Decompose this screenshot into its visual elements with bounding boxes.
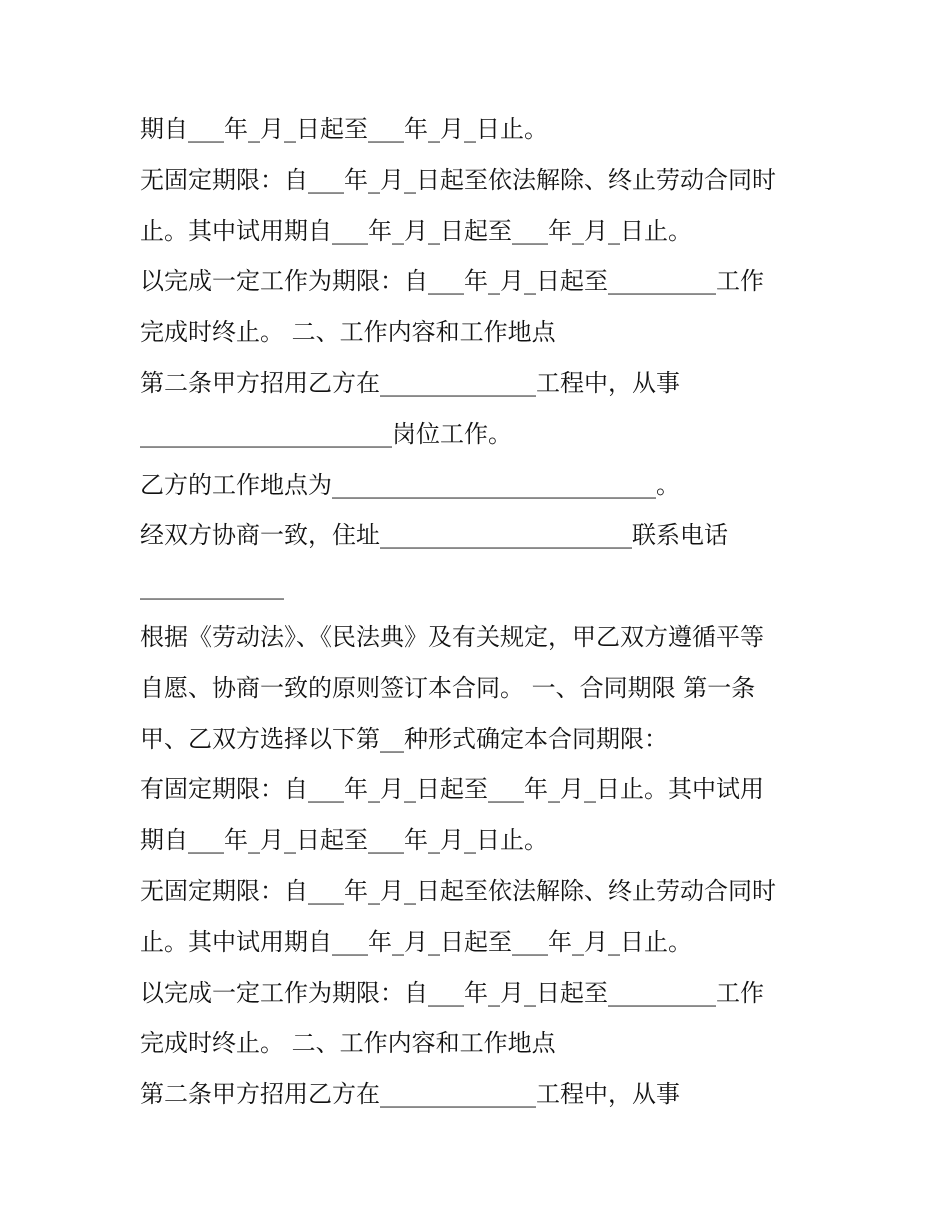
text-line-3: 止。其中试用期自___年_月_日起至___年_月_日止。 [140, 216, 692, 245]
text-line-9: 经双方协商一致，住址_____________________联系电话 [140, 521, 728, 550]
text-line-14: 有固定期限：自___年_月_日起至___年_月_日止。其中试用 [140, 775, 764, 804]
text-line-15: 期自___年_月_日起至___年_月_日止。 [140, 826, 548, 855]
text-line-4: 以完成一定工作为期限：自___年_月_日起至_________工作 [140, 267, 764, 296]
text-line-8: 乙方的工作地点为___________________________。 [140, 470, 680, 499]
text-line-11: 根据《劳动法》、《民法典》及有关规定，甲乙双方遵循平等 [140, 622, 764, 651]
document-body [140, 104, 820, 1120]
text-line-5: 完成时终止。 二、工作内容和工作地点 [140, 318, 556, 347]
text-line-17: 止。其中试用期自___年_月_日起至___年_月_日止。 [140, 927, 692, 956]
text-line-18: 以完成一定工作为期限：自___年_月_日起至_________工作 [140, 978, 764, 1007]
text-line-12: 自愿、协商一致的原则签订本合同。 一、合同期限 第一条 [140, 673, 756, 702]
text-line-10: ____________ [140, 572, 284, 601]
text-line-16: 无固定期限：自___年_月_日起至依法解除、终止劳动合同时 [140, 876, 776, 905]
text-line-7: _____________________岗位工作。 [140, 419, 512, 448]
text-line-20: 第二条甲方招用乙方在_____________工程中，从事 [140, 1080, 680, 1109]
text-line-1: 期自___年_月_日起至___年_月_日止。 [140, 115, 548, 143]
text-line-13: 甲、乙双方选择以下第__种形式确定本合同期限： [140, 724, 668, 753]
text-line-2: 无固定期限：自___年_月_日起至依法解除、终止劳动合同时 [140, 165, 776, 194]
text-line-6: 第二条甲方招用乙方在_____________工程中，从事 [140, 368, 680, 397]
text-line-19: 完成时终止。 二、工作内容和工作地点 [140, 1029, 556, 1058]
